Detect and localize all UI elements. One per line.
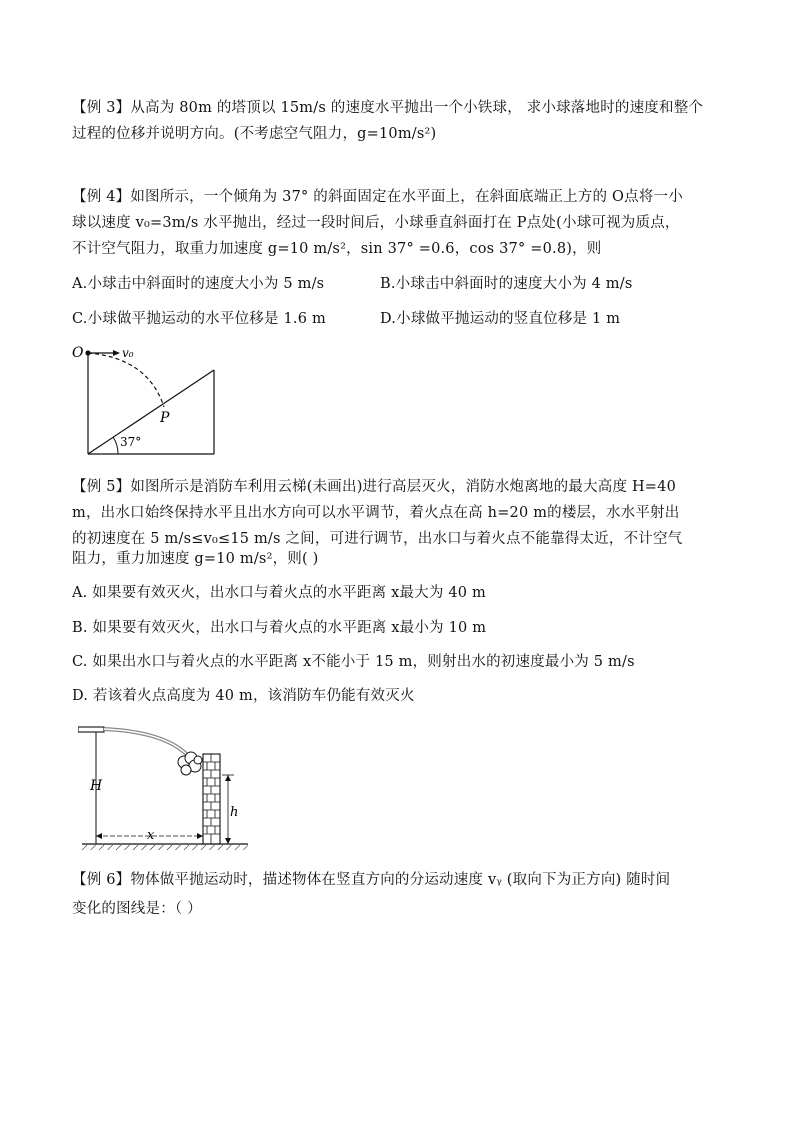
label-v0: v₀: [122, 346, 134, 360]
example5-line-1: 【例 5】如图所示是消防车利用云梯(未画出)进行高层灭火，消防水炮离地的最大高度 H=40: [72, 479, 676, 495]
label-h: h: [230, 805, 239, 820]
example5-option-c: C. 如果出水口与着火点的水平距离 x不能小于 15 m，则射出水的初速度最小为 5 m/s: [72, 654, 635, 670]
example3-line-1: 【例 3】从高为 80m 的塔顶以 15m/s 的速度水平抛出一个小铁球， 求小球落地时的速度和整个: [72, 100, 704, 116]
label-x: x: [147, 828, 155, 843]
example4-line-3: 不计空气阻力，取重力加速度 g=10 m/s²，sin 37° =0.6，cos 37° =0.8)，则: [72, 241, 602, 257]
example5-line-3: 的初速度在 5 m/s≤v₀≤15 m/s 之间，可进行调节，出水口与着火点不能靠得太近，不计空气: [72, 531, 683, 547]
example6-line-2: 变化的图线是：（ ）: [72, 901, 202, 917]
incline-figure: [68, 340, 228, 460]
label-angle: 37°: [120, 435, 142, 449]
example4-line-2: 球以速度 v₀=3m/s 水平抛出，经过一段时间后，小球垂直斜面打在 P点处(小球可视为质点，: [72, 215, 680, 231]
example4-option-b: B.小球击中斜面时的速度大小为 4 m/s: [380, 276, 633, 292]
example5-line-4: 阻力，重力加速度 g=10 m/s²，则( ): [72, 551, 319, 567]
example5-option-d: D. 若该着火点高度为 40 m，该消防车仍能有效灭火: [72, 688, 415, 704]
label-o: O: [72, 345, 84, 361]
fire-figure: [78, 718, 253, 858]
example5-option-a: A. 如果要有效灭火，出水口与着火点的水平距离 x最大为 40 m: [72, 585, 486, 601]
label-p: P: [160, 410, 170, 426]
label-H: H: [90, 778, 103, 794]
example4-option-d: D.小球做平抛运动的竖直位移是 1 m: [380, 311, 621, 327]
example4-option-a: A.小球击中斜面时的速度大小为 5 m/s: [72, 276, 325, 292]
example6-line-1: 【例 6】物体做平抛运动时，描述物体在竖直方向的分运动速度 vᵧ (取向下为正方向) 随时间: [72, 872, 671, 888]
example5-option-b: B. 如果要有效灭火，出水口与着火点的水平距离 x最小为 10 m: [72, 620, 487, 636]
example5-line-2: m，出水口始终保持水平且出水方向可以水平调节，着火点在高 h=20 m的楼层，水水平射出: [72, 505, 680, 521]
example3-line-2: 过程的位移并说明方向。(不考虑空气阻力，g=10m/s²): [72, 126, 437, 142]
example4-line-1: 【例 4】如图所示，一个倾角为 37° 的斜面固定在水平面上，在斜面底端正上方的 O点将一小: [72, 189, 683, 205]
example4-option-c: C.小球做平抛运动的水平位移是 1.6 m: [72, 311, 326, 327]
